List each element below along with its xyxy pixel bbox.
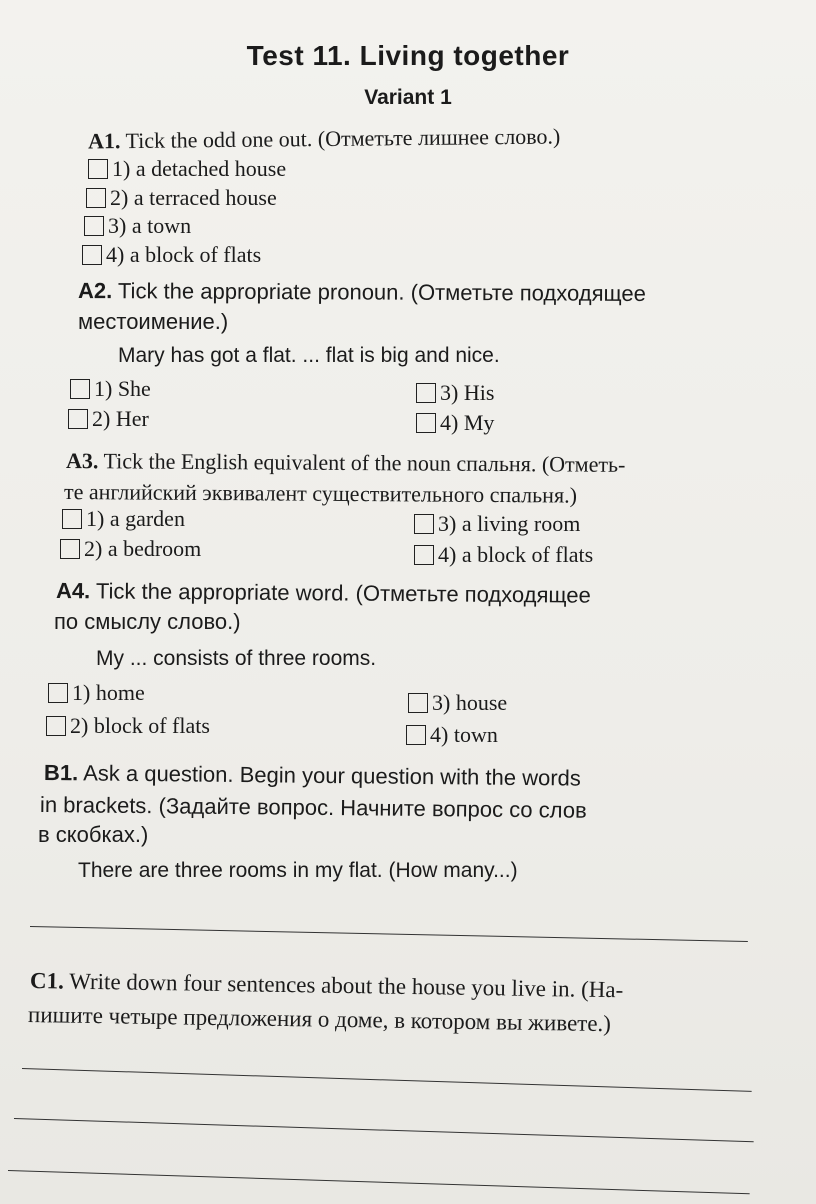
checkbox[interactable] <box>62 509 82 529</box>
checkbox[interactable] <box>406 725 426 745</box>
checkbox[interactable] <box>416 383 436 403</box>
a2-option-3[interactable]: 3) His <box>416 380 494 406</box>
question-a2-line1: A2. Tick the appropriate pronoun. (Отметьте подходящее <box>77 278 646 306</box>
a3-option-4[interactable]: 4) a block of flats <box>414 542 593 568</box>
question-a1-text: Tick the odd one out. (Отметьте лишнее слово.) <box>125 123 561 154</box>
a1-option-4[interactable]: 4) a block of flats <box>82 242 261 268</box>
a2-option-2[interactable]: 2) Her <box>68 406 149 432</box>
question-a3-number: A3. <box>65 448 99 474</box>
question-a2-line2: местоимение.) <box>78 309 229 334</box>
question-a4-number: A4. <box>55 578 91 604</box>
checkbox[interactable] <box>70 379 90 399</box>
question-a3-line2: те английский эквивалент существительного спальня.) <box>63 479 578 508</box>
question-a1-number: A1. <box>87 128 121 154</box>
checkbox[interactable] <box>82 245 102 265</box>
question-a1 <box>88 124 561 155</box>
question-c1-line1: C1. Write down four sentences about the house you live in. (На- <box>29 968 624 1003</box>
page-title: Test 11. Living together <box>246 40 570 71</box>
c1-answer-line-2[interactable] <box>14 1118 754 1142</box>
a1-option-3[interactable]: 3) a town <box>84 213 191 239</box>
c1-answer-line-3[interactable] <box>8 1170 750 1194</box>
a2-option-1[interactable]: 1) She <box>70 376 151 402</box>
checkbox[interactable] <box>60 539 80 559</box>
question-a3-line1: A3. Tick the English equivalent of the noun спальня. (Отметь- <box>65 448 626 477</box>
checkbox[interactable] <box>86 188 106 208</box>
a3-option-1[interactable]: 1) a garden <box>62 506 185 532</box>
variant-label: Variant 1 <box>364 86 452 109</box>
question-a4-line2: по смыслу слово.) <box>54 609 241 634</box>
question-b1-line2: in brackets. (Задайте вопрос. Начните вопрос со слов <box>39 792 587 823</box>
checkbox[interactable] <box>414 514 434 534</box>
b1-sentence: There are three rooms in my flat. (How many...) <box>78 859 518 882</box>
a2-option-4[interactable]: 4) My <box>416 410 494 436</box>
question-c1-line2: пишите четыре предложения о доме, в котором вы живете.) <box>27 1002 612 1037</box>
checkbox[interactable] <box>46 716 66 736</box>
a4-sentence: My ... consists of three rooms. <box>96 647 377 670</box>
a1-option-1[interactable]: 1) a detached house <box>88 156 286 182</box>
checkbox[interactable] <box>84 216 104 236</box>
question-b1-number: B1. <box>43 760 79 786</box>
a4-option-3[interactable]: 3) house <box>408 690 507 716</box>
checkbox[interactable] <box>68 409 88 429</box>
question-b1-line1: B1. Ask a question. Begin your question with the words <box>43 760 581 791</box>
question-a2-number: A2. <box>77 278 113 304</box>
checkbox[interactable] <box>416 413 436 433</box>
question-b1-line3: в скобках.) <box>38 822 149 847</box>
a3-option-2[interactable]: 2) a bedroom <box>60 536 201 562</box>
a4-option-2[interactable]: 2) block of flats <box>46 713 210 739</box>
checkbox[interactable] <box>88 159 108 179</box>
a3-option-3[interactable]: 3) a living room <box>414 511 580 537</box>
checkbox[interactable] <box>408 693 428 713</box>
a4-option-4[interactable]: 4) town <box>406 722 498 748</box>
a2-sentence: Mary has got a flat. ... flat is big and nice. <box>118 344 500 367</box>
c1-answer-line-1[interactable] <box>22 1068 752 1092</box>
b1-answer-line[interactable] <box>30 926 748 942</box>
checkbox[interactable] <box>414 545 434 565</box>
question-a4-line1: A4. Tick the appropriate word. (Отметьте подходящее <box>55 578 591 608</box>
question-c1-number: C1. <box>29 968 65 994</box>
a4-option-1[interactable]: 1) home <box>48 680 145 706</box>
a1-option-2[interactable]: 2) a terraced house <box>86 185 277 211</box>
checkbox[interactable] <box>48 683 68 703</box>
